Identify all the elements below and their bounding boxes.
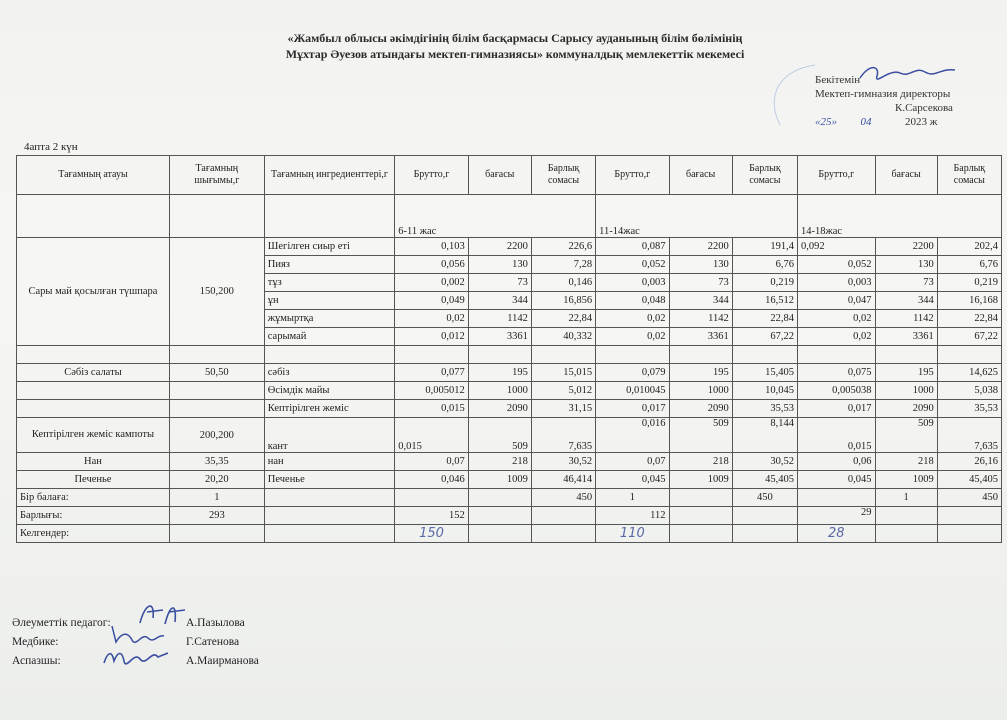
header-cell: бағасы <box>468 156 531 195</box>
title-line-2: Мұхтар Әуезов атындағы мектеп-гимназиясы» коммуналдық мемлекеттік мекемесі <box>285 47 745 61</box>
cell: 0,047 <box>798 292 875 310</box>
cell: 226,6 <box>531 238 595 256</box>
table-row <box>17 382 1002 400</box>
cell: 3361 <box>468 328 531 346</box>
table-row <box>17 471 1002 489</box>
cell: 45,405 <box>732 471 797 489</box>
cell: 195 <box>468 364 531 382</box>
cell: 73 <box>875 274 937 292</box>
handwritten-count: 110 <box>596 525 669 543</box>
age-group-11-14: 11-14жас <box>596 195 798 238</box>
arrived-row <box>17 525 1002 543</box>
table-row <box>17 364 1002 382</box>
cell: 0,092 <box>798 238 875 256</box>
cell: 31,15 <box>531 400 595 418</box>
cell: 29 <box>798 507 875 525</box>
cell: 509 <box>669 418 732 453</box>
table-row <box>17 400 1002 418</box>
cell: 1 <box>169 489 264 507</box>
arrived-label: Келгендер: <box>17 525 170 543</box>
cell: 202,4 <box>937 238 1001 256</box>
cell: 2200 <box>468 238 531 256</box>
cell: 30,52 <box>531 453 595 471</box>
ingredient: Кептірілген жеміс <box>264 400 395 418</box>
cell: 2090 <box>468 400 531 418</box>
cell: 0,003 <box>798 274 875 292</box>
cell: 1 <box>875 489 937 507</box>
cell: 0,077 <box>395 364 468 382</box>
cell: 67,22 <box>732 328 797 346</box>
document-title <box>150 30 880 62</box>
cell: 0,079 <box>596 364 669 382</box>
cell: 73 <box>468 274 531 292</box>
header-cell: Барлық сомасы <box>531 156 595 195</box>
cell: 344 <box>669 292 732 310</box>
handwritten-count: 150 <box>395 525 468 543</box>
table-row <box>17 418 1002 453</box>
cell: 0,005038 <box>798 382 875 400</box>
total-label: Барлығы: <box>17 507 170 525</box>
cell: 35,53 <box>732 400 797 418</box>
cell: 0,015 <box>798 418 875 453</box>
cell: 0,017 <box>798 400 875 418</box>
cell: 7,28 <box>531 256 595 274</box>
ingredient: Шегілген сиыр еті <box>264 238 395 256</box>
cell: 0,06 <box>798 453 875 471</box>
table-row <box>17 238 1002 256</box>
cell: 1009 <box>875 471 937 489</box>
cell: 0,003 <box>596 274 669 292</box>
cell: 0,219 <box>937 274 1001 292</box>
cell: 191,4 <box>732 238 797 256</box>
cell: 0,052 <box>798 256 875 274</box>
handwritten-count: 28 <box>798 525 875 543</box>
cell: 2090 <box>875 400 937 418</box>
ingredient: Печенье <box>264 471 395 489</box>
cell: 509 <box>468 418 531 453</box>
menu-table <box>16 155 1002 543</box>
cell: 450 <box>732 489 797 507</box>
ingredient: сарымай <box>264 328 395 346</box>
cell: 344 <box>468 292 531 310</box>
cell: 46,414 <box>531 471 595 489</box>
header-cell: Барлық сомасы <box>732 156 797 195</box>
cell: 218 <box>468 453 531 471</box>
table-header-row <box>17 156 1002 195</box>
cell: 16,856 <box>531 292 595 310</box>
director-signature <box>855 58 965 88</box>
cell: 7,635 <box>937 418 1001 453</box>
cell: 0,048 <box>596 292 669 310</box>
cell: 14,625 <box>937 364 1001 382</box>
approval-date-day: «25» <box>815 116 837 128</box>
staff-name: А.Пазылова <box>186 617 245 629</box>
cell: 195 <box>875 364 937 382</box>
staff-role: Медбике: <box>12 636 59 648</box>
header-cell: Брутто,г <box>798 156 875 195</box>
cell: 2200 <box>669 238 732 256</box>
cell: 35,53 <box>937 400 1001 418</box>
cell: 0,075 <box>798 364 875 382</box>
cell: 0,012 <box>395 328 468 346</box>
stamp-circle <box>760 60 820 130</box>
approval-date-year: 2023 ж <box>905 116 938 128</box>
cell: 130 <box>468 256 531 274</box>
cell: 1142 <box>875 310 937 328</box>
cell: 16,168 <box>937 292 1001 310</box>
cell: 0,049 <box>395 292 468 310</box>
cell: 1000 <box>468 382 531 400</box>
cell: 0,219 <box>732 274 797 292</box>
cell: 0,015 <box>395 418 468 453</box>
cell: 0,146 <box>531 274 595 292</box>
cell: 30,52 <box>732 453 797 471</box>
cell: 10,045 <box>732 382 797 400</box>
cell: 0,02 <box>798 328 875 346</box>
per-child-row <box>17 489 1002 507</box>
cell: 0,016 <box>596 418 669 453</box>
header-cell: Барлық сомасы <box>937 156 1001 195</box>
cell: 344 <box>875 292 937 310</box>
dish-name: Сары май қосылған түшпара <box>17 238 170 346</box>
ingredient: кант <box>264 418 395 453</box>
age-group-14-18: 14-18жас <box>798 195 1002 238</box>
cell: 0,045 <box>596 471 669 489</box>
cell: 218 <box>669 453 732 471</box>
cell: 67,22 <box>937 328 1001 346</box>
cell: 5,038 <box>937 382 1001 400</box>
dish-name: Нан <box>17 453 170 471</box>
ingredient: жұмыртқа <box>264 310 395 328</box>
spacer-row <box>17 346 1002 364</box>
cell: 6,76 <box>732 256 797 274</box>
header-cell: Тағамның ингредиенттері,г <box>264 156 395 195</box>
cell: 0,087 <box>596 238 669 256</box>
cell: 1000 <box>669 382 732 400</box>
cell: 1009 <box>669 471 732 489</box>
ingredient: Пияз <box>264 256 395 274</box>
cell: 1000 <box>875 382 937 400</box>
approval-date-month: 04 <box>860 116 872 128</box>
dish-name: Кептірілген жеміс кампоты <box>17 418 170 453</box>
ingredient: сәбіз <box>264 364 395 382</box>
cell: 15,015 <box>531 364 595 382</box>
cell: 2090 <box>669 400 732 418</box>
cell: 22,84 <box>732 310 797 328</box>
cell: 130 <box>669 256 732 274</box>
table-row <box>17 453 1002 471</box>
dish-yield: 20,20 <box>169 471 264 489</box>
per-child-label: Бір балаға: <box>17 489 170 507</box>
cell: 8,144 <box>732 418 797 453</box>
dish-yield: 35,35 <box>169 453 264 471</box>
dish-name: Печенье <box>17 471 170 489</box>
cell: 45,405 <box>937 471 1001 489</box>
cell: 1009 <box>468 471 531 489</box>
cell: 1 <box>596 489 669 507</box>
cell: 0,07 <box>395 453 468 471</box>
ingredient: ұн <box>264 292 395 310</box>
cell: 7,635 <box>531 418 595 453</box>
cell: 3361 <box>669 328 732 346</box>
cell: 0,045 <box>798 471 875 489</box>
cell: 450 <box>937 489 1001 507</box>
dish-yield: 200,200 <box>169 418 264 453</box>
cell: 293 <box>169 507 264 525</box>
cell: 22,84 <box>937 310 1001 328</box>
age-group-row <box>17 195 1002 238</box>
approval-name: К.Сарсекова <box>895 102 953 114</box>
approval-date <box>815 115 953 129</box>
approval-label: Бекітемін <box>815 74 861 86</box>
header-cell: Тағамның атауы <box>17 156 170 195</box>
cell: 0,005012 <box>395 382 468 400</box>
cell: 0,02 <box>596 328 669 346</box>
cell: 195 <box>669 364 732 382</box>
cell: 15,405 <box>732 364 797 382</box>
cell: 22,84 <box>531 310 595 328</box>
cell: 0,02 <box>798 310 875 328</box>
cell: 0,103 <box>395 238 468 256</box>
header-cell: бағасы <box>669 156 732 195</box>
cell: 3361 <box>875 328 937 346</box>
dish-name: Сәбіз салаты <box>17 364 170 382</box>
header-cell: бағасы <box>875 156 937 195</box>
cell: 0,015 <box>395 400 468 418</box>
cell: 0,017 <box>596 400 669 418</box>
cell: 0,02 <box>596 310 669 328</box>
cell: 2200 <box>875 238 937 256</box>
cell: 73 <box>669 274 732 292</box>
cell: 450 <box>531 489 595 507</box>
title-line-1: «Жамбыл облысы әкімдігінің білім басқармасы Сарысу ауданының білім бөлімінің <box>287 31 743 45</box>
cook-signature <box>100 643 172 669</box>
week-label: 4апта 2 күн <box>24 141 78 153</box>
cell: 1142 <box>468 310 531 328</box>
cell: 218 <box>875 453 937 471</box>
cell: 0,002 <box>395 274 468 292</box>
cell: 130 <box>875 256 937 274</box>
staff-name: А.Маирманова <box>186 655 259 667</box>
cell: 152 <box>395 507 468 525</box>
cell: 5,012 <box>531 382 595 400</box>
cell: 0,046 <box>395 471 468 489</box>
cell: 112 <box>596 507 669 525</box>
staff-role: Әлеуметтік педагог: <box>12 617 111 629</box>
cell: 40,332 <box>531 328 595 346</box>
header-cell: Брутто,г <box>596 156 669 195</box>
cell: 0,010045 <box>596 382 669 400</box>
ingredient: нан <box>264 453 395 471</box>
cell: 0,02 <box>395 310 468 328</box>
dish-yield: 50,50 <box>169 364 264 382</box>
header-cell: Тағамның шығымы,г <box>169 156 264 195</box>
cell: 509 <box>875 418 937 453</box>
cell: 0,052 <box>596 256 669 274</box>
age-group-6-11: 6-11 жас <box>395 195 596 238</box>
dish-yield: 150,200 <box>169 238 264 346</box>
header-cell: Брутто,г <box>395 156 468 195</box>
approval-position: Мектеп-гимназия директоры <box>815 88 951 100</box>
cell: 6,76 <box>937 256 1001 274</box>
ingredient: Өсімдік майы <box>264 382 395 400</box>
staff-role: Аспазшы: <box>12 655 61 667</box>
cell: 1142 <box>669 310 732 328</box>
cell: 16,512 <box>732 292 797 310</box>
cell: 0,056 <box>395 256 468 274</box>
cell: 0,07 <box>596 453 669 471</box>
staff-name: Г.Сатенова <box>186 636 240 648</box>
total-row <box>17 507 1002 525</box>
ingredient: тұз <box>264 274 395 292</box>
cell: 26,16 <box>937 453 1001 471</box>
